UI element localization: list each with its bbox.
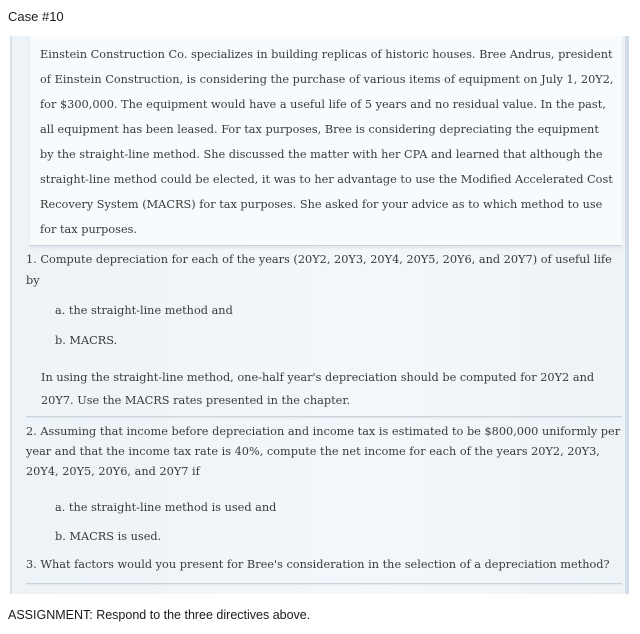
question-1-note: In using the straight-line method, one-half year's depreciation should be computed for 20Y2 and 20Y7. Use the MACRS rates presented in the chapter. [41,371,595,407]
intro-paragraph: Einstein Construction Co. specializes in building replicas of historic houses. Bree Andrus, president of Einstein Construction, is considering the purchase of various items of equipment on July 1, 20Y2, for $300,000. The equipment would have a useful life of 5 years and no residual value. In the past, all equipment has been leased. For tax purposes, Bree is considering depreciating the equipment by the straight-line method. She discussed the matter with her CPA and learned that although the straight-line method could be elected, it was to her advantage to use the Modified Accelerated Cost Recovery System (MACRS) for tax purposes. She asked for your advice as to which method to use for tax purposes. [40,48,614,236]
assignment-text: ASSIGNMENT: Respond to the three directives above. [8,608,311,622]
case-card [10,36,629,594]
question-3: 3. What factors would you present for Bree's consideration in the selection of a depreciation method? [26,558,610,571]
question-2a: a. the straight-line method is used and [55,501,277,514]
divider [26,583,622,584]
question-2b: b. MACRS is used. [55,530,162,543]
intro-panel [30,36,622,246]
question-2: 2. Assuming that income before depreciation and income tax is estimated to be $800,000 uniformly per year and that the income tax rate is 40%, compute the net income for each of the years 20Y2, 20Y3, 20Y4, 20Y5, 20Y6, and 20Y7 if [26,425,621,478]
question-1a: a. the straight-line method and [55,304,233,317]
divider [26,416,622,417]
question-1: 1. Compute depreciation for each of the years (20Y2, 20Y3, 20Y4, 20Y5, 20Y6, and 20Y7) of useful life by [26,253,612,287]
question-1b: b. MACRS. [55,334,118,347]
case-title: Case #10 [8,9,64,24]
